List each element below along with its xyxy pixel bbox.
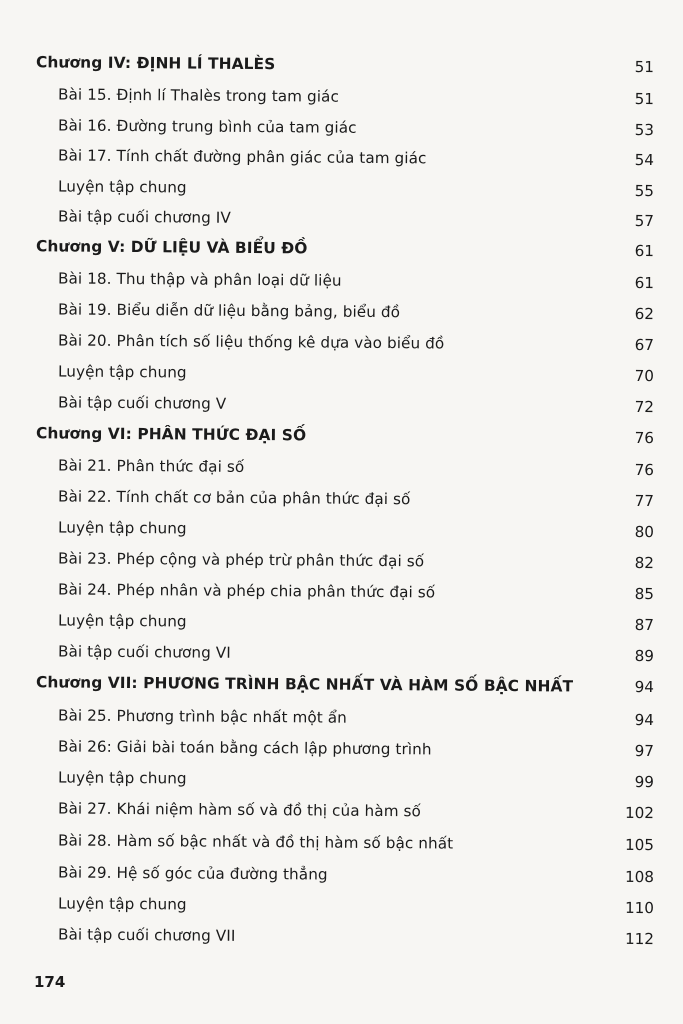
toc-entry (0, 546, 683, 575)
toc-entry (0, 297, 683, 326)
chapter-heading (0, 50, 683, 79)
chapter-heading (0, 234, 683, 263)
entry-title: Bài 18. Thu thập và phân loại dữ liệu (57, 269, 342, 290)
entry-page: 51 (634, 89, 655, 109)
entry-page: 62 (634, 304, 655, 324)
toc-entry (0, 515, 683, 544)
toc-entry (0, 608, 683, 637)
entry-title: Bài 27. Khái niệm hàm số và đồ thị của hàm số (57, 799, 422, 821)
entry-title: Bài 22. Tính chất cơ bản của phân thức đại số (57, 487, 411, 509)
toc-entry (0, 703, 683, 732)
toc-entry (0, 577, 683, 606)
toc-entry (0, 891, 683, 920)
entry-page: 80 (634, 522, 655, 542)
entry-title: Bài 19. Biểu diễn dữ liệu bằng bảng, biểu đồ (57, 300, 401, 322)
toc-entry (0, 266, 683, 295)
entry-title: Bài 23. Phép cộng và phép trừ phân thức đại số (57, 549, 425, 571)
entry-title: Luyện tập chung (57, 518, 187, 538)
entry-page: 57 (634, 211, 655, 231)
chapter-title: Chương IV: ĐỊNH LÍ THALÈS (35, 53, 276, 74)
entry-page: 112 (624, 929, 655, 949)
page-number: 174 (34, 973, 66, 991)
entry-page: 72 (634, 397, 655, 417)
entry-title: Bài 24. Phép nhân và phép chia phân thức đại số (57, 580, 436, 602)
toc-entry (0, 174, 683, 203)
entry-page: 53 (634, 120, 655, 140)
entry-title: Bài tập cuối chương V (57, 393, 227, 413)
entry-page: 89 (634, 646, 655, 666)
entry-page: 110 (624, 898, 655, 918)
chapter-title: Chương VII: PHƯƠNG TRÌNH BẬC NHẤT VÀ HÀM SỐ BẬC NHẤT (35, 673, 574, 696)
entry-page: 82 (634, 553, 655, 573)
entry-page: 94 (634, 710, 655, 730)
chapter-heading (0, 670, 683, 699)
entry-page: 76 (634, 460, 655, 480)
entry-title: Luyện tập chung (57, 894, 187, 914)
toc-entry (0, 359, 683, 388)
entry-page: 54 (634, 150, 655, 170)
entry-title: Bài 28. Hàm số bậc nhất và đồ thị hàm số bậc nhất (57, 831, 454, 853)
toc-entry (0, 390, 683, 419)
entry-page: 61 (634, 273, 655, 293)
entry-title: Luyện tập chung (57, 768, 187, 788)
entry-page: 99 (634, 772, 655, 792)
chapter-page: 51 (634, 57, 655, 77)
entry-page: 108 (624, 867, 655, 887)
toc-entry (0, 828, 683, 857)
entry-title: Bài tập cuối chương VI (57, 642, 231, 662)
entry-title: Bài 15. Định lí Thalès trong tam giác (57, 85, 340, 106)
entry-title: Bài tập cuối chương IV (57, 207, 231, 227)
toc-entry (0, 922, 683, 951)
entry-title: Bài 17. Tính chất đường phân giác của tam giác (57, 146, 427, 168)
toc-entry (0, 328, 683, 357)
toc-entry (0, 734, 683, 763)
toc-entry (0, 453, 683, 482)
entry-page: 97 (634, 741, 655, 761)
toc-entry (0, 82, 683, 111)
entry-title: Luyện tập chung (57, 362, 187, 382)
entry-title: Bài 29. Hệ số góc của đường thẳng (57, 863, 328, 884)
entry-page: 87 (634, 615, 655, 635)
entry-title: Luyện tập chung (57, 177, 187, 197)
chapter-title: Chương VI: PHÂN THỨC ĐẠI SỐ (35, 424, 307, 445)
entry-title: Bài tập cuối chương VII (57, 925, 236, 945)
entry-page: 70 (634, 366, 655, 386)
entry-title: Bài 26: Giải bài toán bằng cách lập phương trình (57, 737, 432, 759)
chapter-page: 76 (634, 428, 655, 448)
entry-page: 67 (634, 335, 655, 355)
chapter-page: 61 (634, 241, 655, 261)
entry-page: 77 (634, 491, 655, 511)
toc-entry (0, 484, 683, 513)
toc-entry (0, 860, 683, 889)
toc-entry (0, 204, 683, 233)
chapter-heading (0, 421, 683, 450)
entry-page: 102 (624, 803, 655, 823)
toc-entry (0, 765, 683, 794)
toc-entry (0, 113, 683, 142)
chapter-title: Chương V: DỮ LIỆU VÀ BIỂU ĐỒ (35, 237, 308, 258)
chapter-page: 94 (634, 677, 655, 697)
entry-page: 55 (634, 181, 655, 201)
entry-page: 105 (624, 835, 655, 855)
entry-title: Bài 20. Phân tích số liệu thống kê dựa vào biểu đồ (57, 331, 445, 353)
entry-page: 85 (634, 584, 655, 604)
toc-entry (0, 143, 683, 172)
entry-title: Bài 25. Phương trình bậc nhất một ẩn (57, 706, 347, 727)
entry-title: Bài 16. Đường trung bình của tam giác (57, 116, 357, 137)
entry-title: Luyện tập chung (57, 611, 187, 631)
entry-title: Bài 21. Phân thức đại số (57, 456, 245, 476)
toc-entry (0, 796, 683, 825)
toc-entry (0, 639, 683, 668)
